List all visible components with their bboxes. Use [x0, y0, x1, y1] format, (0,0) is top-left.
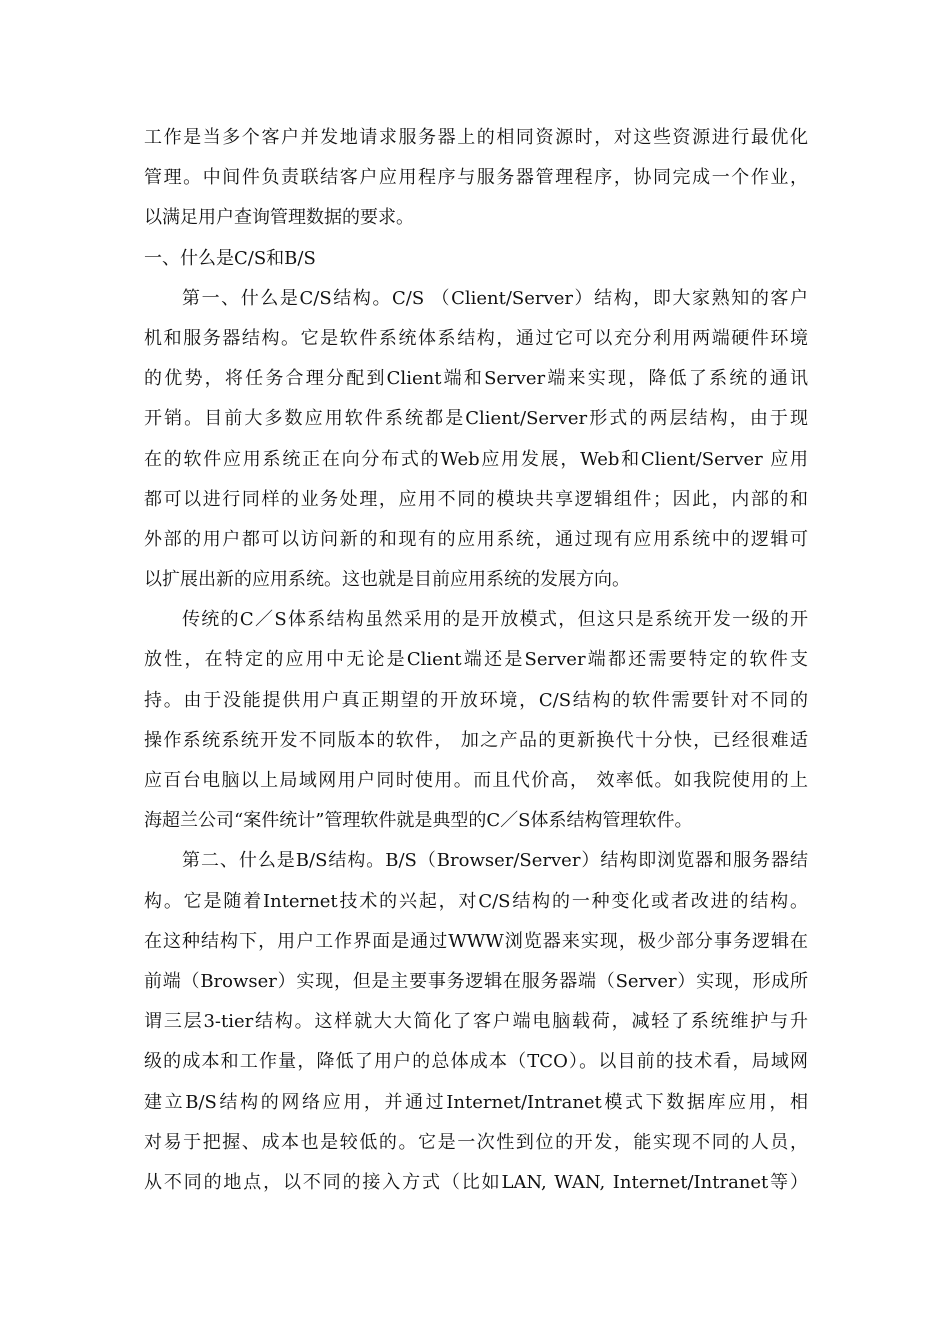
text-line: 操作系统系统开发不同版本的软件， 加之产品的更新换代十分快，已经很难适 — [144, 729, 808, 751]
text-line: 的优势，将任务合理分配到Client端和Server端来实现，降低了系统的通讯 — [144, 368, 808, 390]
text-line: 级的成本和工作量，降低了用户的总体成本（TCO）。以目前的技术看，局域网 — [144, 1051, 808, 1073]
paragraph-intro — [144, 118, 808, 239]
text-line: 都可以进行同样的业务处理，应用不同的模块共享逻辑组件；因此，内部的和 — [144, 488, 808, 510]
text-line: 以扩展出新的应用系统。这也就是目前应用系统的发展方向。 — [144, 569, 630, 591]
section-heading — [144, 239, 808, 279]
text-line: 第二、什么是B/S结构。B/S（Browser/Server）结构即浏览器和服务器结 — [182, 850, 808, 872]
paragraph-traditional-cs — [144, 600, 808, 841]
paragraph-bs-structure — [144, 841, 808, 1203]
text-line: 对易于把握、成本也是较低的。它是一次性到位的开发，能实现不同的人员， — [144, 1131, 808, 1153]
text-line: 在这种结构下，用户工作界面是通过WWW浏览器来实现，极少部分事务逻辑在 — [144, 930, 808, 952]
text-line: 谓三层3-tier结构。这样就大大简化了客户端电脑载荷，减轻了系统维护与升 — [144, 1011, 808, 1033]
document-body — [144, 118, 808, 1203]
text-line: 第一、什么是C/S结构。C/S （Client/Server）结构，即大家熟知的客户 — [182, 287, 808, 309]
text-line: 前端（Browser）实现，但是主要事务逻辑在服务器端（Server）实现，形成所 — [144, 970, 808, 992]
text-line: 工作是当多个客户并发地请求服务器上的相同资源时，对这些资源进行最优化 — [144, 127, 808, 148]
paragraph-cs-structure — [144, 279, 808, 601]
text-line: 应百台电脑以上局域网用户同时使用。而且代价高， 效率低。如我院使用的上 — [144, 770, 808, 791]
text-line: 开销。目前大多数应用软件系统都是Client/Server形式的两层结构，由于现 — [144, 408, 808, 430]
text-line: 在的软件应用系统正在向分布式的Web应用发展，Web和Client/Server 应用 — [144, 448, 808, 470]
text-line: 传统的C／S体系结构虽然采用的是开放模式，但这只是系统开发一级的开 — [182, 609, 808, 631]
text-line: 机和服务器结构。它是软件系统体系结构，通过它可以充分利用两端硬件环境 — [144, 327, 808, 349]
text-line: 构。它是随着Internet技术的兴起，对C/S结构的一种变化或者改进的结构。 — [144, 890, 808, 912]
heading-line: 一、什么是C/S和B/S — [144, 247, 316, 269]
text-line: 放性，在特定的应用中无论是Client端还是Server端都还需要特定的软件支 — [144, 649, 808, 671]
text-line: 海超兰公司“案件统计”管理软件就是典型的C／S体系结构管理软件。 — [144, 810, 693, 832]
text-line: 从不同的地点，以不同的接入方式（比如LAN, WAN, Internet/Intranet等） — [144, 1171, 808, 1193]
text-line: 管理。中间件负责联结客户应用程序与服务器管理程序，协同完成一个作业， — [144, 167, 808, 189]
text-line: 建立B/S结构的网络应用，并通过Internet/Intranet模式下数据库应用，相 — [144, 1091, 808, 1113]
text-line: 以满足用户查询管理数据的要求。 — [144, 207, 414, 229]
text-line: 持。由于没能提供用户真正期望的开放环境，C/S结构的软件需要针对不同的 — [144, 689, 808, 711]
text-line: 外部的用户都可以访问新的和现有的应用系统，通过现有应用系统中的逻辑可 — [144, 528, 808, 550]
